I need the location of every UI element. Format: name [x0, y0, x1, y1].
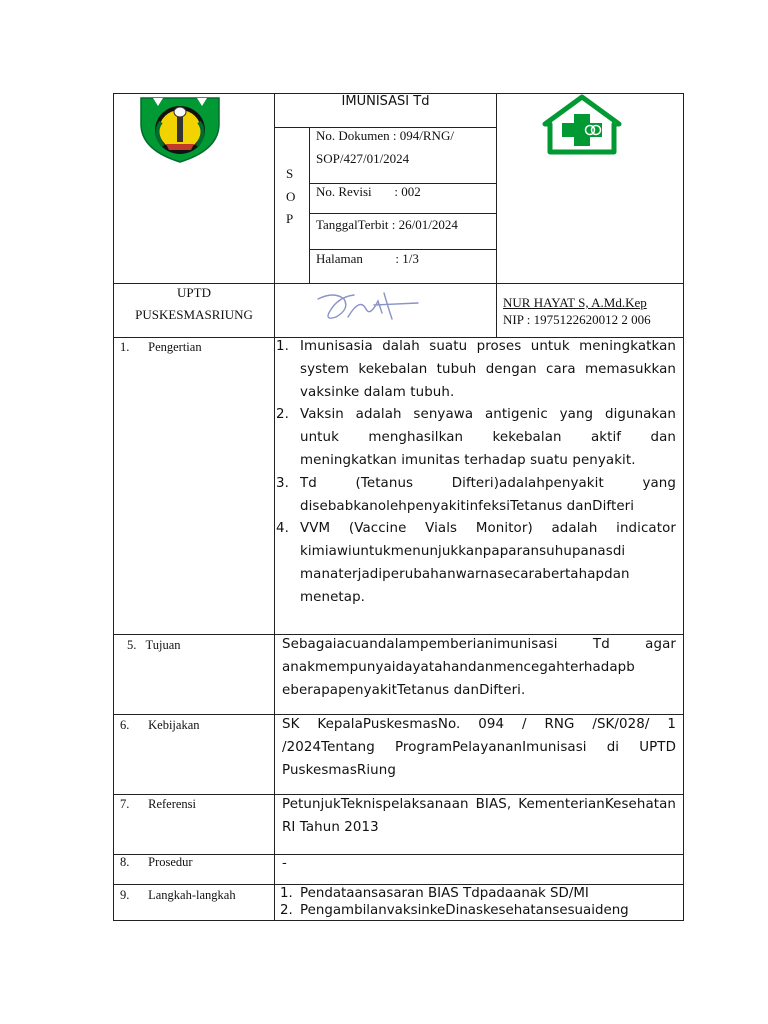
list-item: 2. PengambilanvaksinkeDinaskesehatansesuaideng: [280, 903, 629, 918]
prosedur-label: 8. Prosedur: [120, 855, 193, 869]
table-bottom-border: [113, 920, 684, 921]
pengertian-label: 1. Pengertian: [120, 340, 202, 354]
sop-letter: O: [286, 189, 296, 204]
list-item: 4. VVM (Vaccine Vials Monitor) adalah indicator kimiawiuntukmenunjukkanpaparansuhupanasdi manaterjadiperubahanwarnasecarabertahapdan menetap.: [276, 521, 676, 605]
unit-name-line2: PUSKESMASRIUNG: [135, 307, 253, 322]
doc-row-divider: [309, 213, 496, 214]
sop-column-divider: [309, 127, 310, 284]
row-divider: [113, 854, 684, 855]
signature: [314, 287, 424, 327]
sop-letter: P: [286, 211, 294, 226]
list-item: 1. Imunisasia dalah suatu proses untuk meningkatkan system kekebalan tubuh dengan cara memasukkan vaksinke dalam tubuh.: [276, 339, 676, 400]
issue-date: TanggalTerbit : 26/01/2024: [316, 217, 458, 232]
sop-title: IMUNISASI Td: [341, 94, 430, 109]
header-bottom-border: [113, 283, 684, 284]
list-item: 1. Pendataansasaran BIAS Tdpadaanak SD/MI: [280, 886, 589, 901]
langkah-label: 9. Langkah-langkah: [120, 888, 236, 902]
tujuan-text: Sebagaiacuandalampemberianimunisasi Td agar anakmempunyaidayatahandanmencegahterhadapb eberapapenyakitTetanus danDifteri.: [282, 637, 676, 698]
referensi-text: PetunjukTeknispelaksanaan BIAS, KementerianKesehatan RI Tahun 2013: [282, 797, 676, 835]
prosedur-text: -: [282, 856, 287, 871]
column-divider: [274, 93, 275, 921]
kebijakan-text: SK KepalaPuskesmasNo. 094 / RNG /SK/028/ 1 /2024Tentang ProgramPelayananImunisasi di UPTD PuskesmasRiung: [282, 717, 676, 778]
list-item: 3. Td (Tetanus Difteri)adalahpenyakit yang disebabkanolehpenyakitinfeksiTetanus danDifteri: [276, 475, 676, 514]
document-number-line2: SOP/427/01/2024: [316, 151, 410, 166]
right-logo: [541, 94, 623, 156]
list-item: 2. Vaksin adalah senyawa antigenic yang digunakan untuk menghasilkan kekebalan aktif dan meningkatkan imunitas terhadap suatu penyakit.: [276, 407, 676, 468]
table-right-border: [683, 93, 684, 921]
revision-number: No. Revisi : 002: [316, 184, 421, 199]
pengertian-list: [276, 336, 676, 610]
sop-letter: S: [286, 166, 294, 181]
table-left-border: [113, 93, 114, 921]
unit-name-line1: UPTD: [177, 285, 211, 300]
left-logo: [133, 94, 227, 164]
doc-row-divider: [309, 249, 496, 250]
document-number-line1: No. Dokumen : 094/RNG/: [316, 128, 454, 143]
langkah-list: [280, 885, 680, 919]
signer-name: NUR HAYAT S, A.Md.Kep: [503, 295, 647, 310]
referensi-label: 7. Referensi: [120, 797, 197, 811]
tujuan-label: 5. Tujuan: [127, 638, 181, 652]
kebijakan-label: 6. Kebijakan: [120, 718, 200, 732]
page-number: Halaman : 1/3: [316, 251, 419, 266]
column-divider: [496, 93, 497, 338]
signer-nip: NIP : 1975122620012 2 006: [503, 312, 651, 327]
